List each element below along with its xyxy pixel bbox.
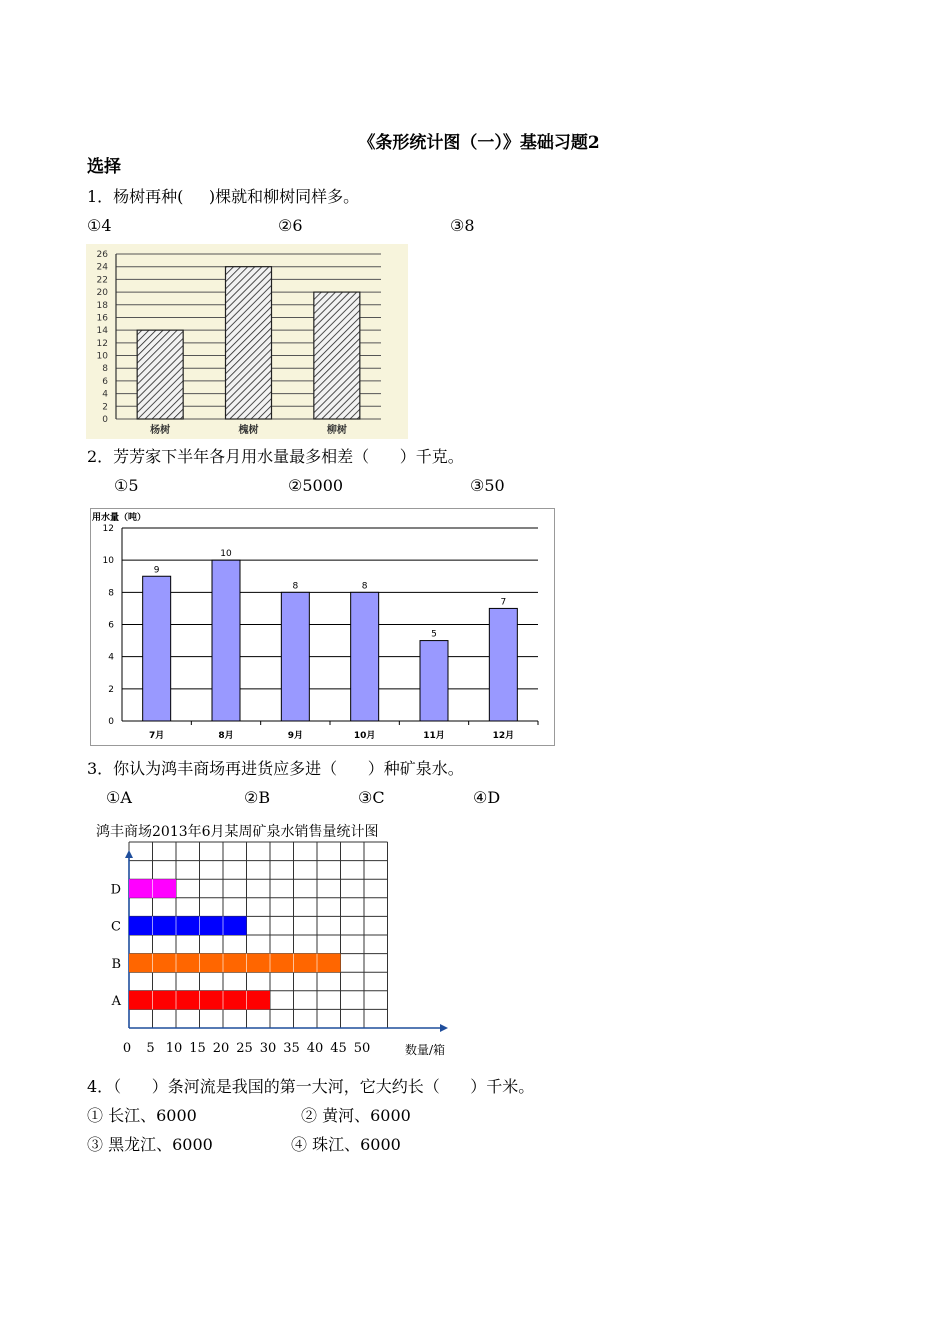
chart3-xtick-label: 50: [353, 1041, 371, 1056]
chart3-y-axis-arrow: [125, 850, 133, 858]
chart1-bar: [137, 330, 183, 419]
question-4: 4．（ ）条河流是我国的第一大河，它大约长（ ）千米。: [87, 1077, 535, 1096]
chart2-value-label: 9: [153, 565, 160, 576]
chart1-bar: [226, 267, 272, 419]
page-title: 《条形统计图（一）》基础习题2: [358, 133, 600, 153]
chart1-ytick-label: 4: [102, 389, 108, 400]
water-usage-bar-chart: [90, 508, 555, 746]
chart1-ytick-label: 6: [102, 376, 108, 387]
question-2: 2．芳芳家下半年各月用水量最多相差（ ）千克。: [87, 447, 464, 466]
chart1-category-label: 槐树: [238, 425, 259, 436]
chart3-bar: [129, 954, 341, 973]
chart1-ytick-label: 0: [102, 415, 108, 425]
q1-option-2: ②6: [278, 216, 303, 235]
chart2-category-label: 12月: [492, 731, 515, 741]
q4-option-3: ③ 黑龙江、6000: [87, 1135, 213, 1154]
chart3-category-label: C: [111, 919, 121, 935]
chart3-xtick-label: 30: [259, 1041, 277, 1056]
chart2-value-label: 7: [500, 597, 507, 608]
chart3-category-label: A: [111, 994, 121, 1010]
chart2-ytick-label: 8: [108, 588, 114, 599]
chart1-ytick-label: 26: [96, 250, 108, 260]
question-1: 1．杨树再种( )棵就和柳树同样多。: [87, 187, 360, 206]
chart1-ytick-label: 24: [96, 262, 108, 273]
q3-option-1: ①A: [106, 788, 132, 807]
chart2-bar: [281, 592, 309, 721]
chart2-ytick-label: 4: [108, 652, 114, 663]
q4-option-4: ④ 珠江、6000: [291, 1135, 401, 1154]
chart3-xtick-label: 5: [146, 1041, 155, 1056]
q4-option-2: ② 黄河、6000: [301, 1106, 411, 1125]
chart2-bar: [489, 608, 517, 721]
chart3-xtick-label: 40: [306, 1041, 324, 1056]
chart2-ytick-label: 2: [108, 684, 114, 695]
chart2-category-label: 7月: [149, 731, 165, 741]
chart1-ytick-label: 14: [96, 326, 108, 337]
chart2-category-label: 9月: [287, 731, 303, 741]
question-3: 3．你认为鸿丰商场再进货应多进（ ）种矿泉水。: [87, 759, 464, 778]
q1-option-3: ③8: [450, 216, 475, 235]
q3-option-3: ③C: [358, 788, 385, 807]
chart1-ytick-label: 18: [96, 300, 108, 311]
q4-option-1: ① 长江、6000: [87, 1106, 197, 1125]
chart3-xtick-label: 25: [236, 1041, 253, 1056]
chart1-ytick-label: 10: [96, 351, 108, 362]
chart3-xtick-label: 15: [189, 1041, 206, 1056]
chart3-title: 鸿丰商场2013年6月某周矿泉水销售量统计图: [96, 824, 379, 840]
chart3-category-label: B: [111, 956, 121, 972]
q1-option-1: ①4: [87, 216, 112, 235]
chart1-ytick-label: 12: [96, 338, 108, 349]
chart3-x-axis-arrow: [440, 1024, 448, 1032]
tree-count-bar-chart: [86, 244, 408, 439]
chart3-xtick-label: 20: [212, 1041, 230, 1056]
chart2-category-label: 10月: [353, 731, 376, 741]
chart1-ytick-label: 8: [102, 364, 108, 375]
chart2-bar: [420, 641, 448, 721]
chart1-bar: [314, 292, 360, 419]
chart2-category-label: 11月: [423, 731, 445, 741]
chart1-ytick-label: 16: [96, 313, 108, 324]
q2-option-3: ③50: [470, 476, 505, 495]
chart3-xtick-label: 0: [122, 1041, 132, 1056]
chart2-ytick-label: 10: [102, 556, 114, 567]
q2-option-1: ①5: [114, 476, 139, 495]
chart3-xtick-label: 35: [283, 1041, 300, 1056]
chart2-ytick-label: 12: [102, 524, 114, 534]
chart2-bar: [351, 592, 379, 721]
chart3-bar: [129, 916, 247, 935]
chart2-bar: [212, 560, 240, 721]
chart1-ytick-label: 22: [96, 275, 108, 286]
chart1-ytick-label: 20: [96, 288, 108, 299]
chart3-category-label: D: [110, 882, 121, 898]
chart2-ylabel: 用水量（吨）: [92, 513, 147, 523]
chart1-ytick-label: 2: [102, 402, 108, 413]
chart1-category-label: 杨树: [150, 425, 171, 436]
chart2-value-label: 10: [220, 549, 232, 560]
chart2-ytick-label: 0: [108, 717, 114, 727]
chart1-category-label: 柳树: [326, 425, 347, 436]
chart3-xtick-label: 45: [330, 1041, 347, 1056]
chart3-xtick-label: 10: [165, 1041, 183, 1056]
chart2-category-label: 8月: [218, 731, 234, 741]
chart2-bar: [143, 576, 171, 721]
chart2-ytick-label: 6: [108, 620, 114, 631]
q3-option-4: ④D: [473, 788, 501, 807]
chart2-value-label: 5: [431, 629, 437, 640]
mineral-water-sales-chart: [92, 820, 472, 1060]
chart3-xlabel: 数量/箱: [405, 1043, 446, 1057]
chart2-value-label: 8: [361, 581, 368, 592]
q2-option-2: ②5000: [288, 476, 344, 495]
section-heading: 选择: [87, 157, 121, 177]
q3-option-2: ②B: [244, 788, 271, 807]
chart2-value-label: 8: [292, 581, 299, 592]
